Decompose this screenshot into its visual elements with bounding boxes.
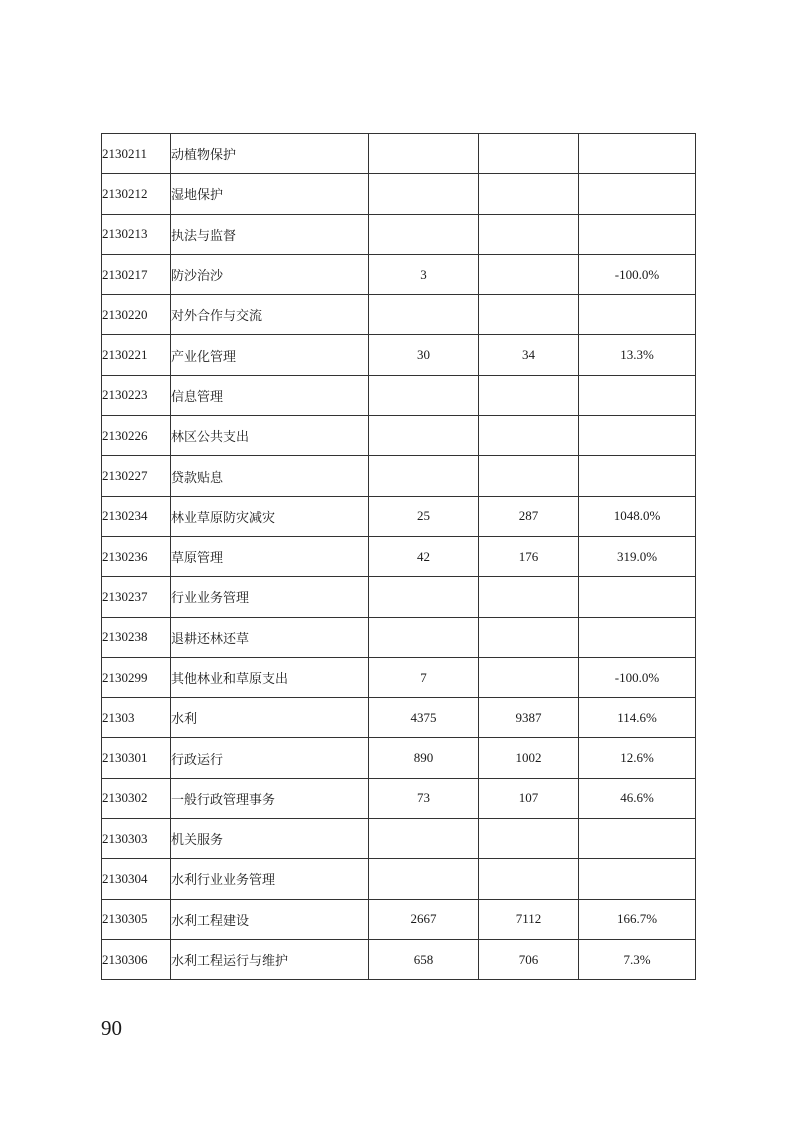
change-pct-cell — [579, 416, 696, 456]
name-cell: 机关服务 — [171, 819, 369, 859]
value-1-cell: 30 — [369, 335, 479, 375]
name-cell: 退耕还林还草 — [171, 617, 369, 657]
change-pct-cell: 7.3% — [579, 939, 696, 979]
value-1-cell — [369, 617, 479, 657]
change-pct-cell: 319.0% — [579, 536, 696, 576]
table-row — [102, 254, 696, 294]
change-pct-cell: 166.7% — [579, 899, 696, 939]
value-1-cell — [369, 375, 479, 415]
table-row — [102, 174, 696, 214]
value-1-cell: 7 — [369, 657, 479, 697]
code-cell: 2130213 — [102, 214, 171, 254]
name-cell: 防沙治沙 — [171, 254, 369, 294]
name-cell: 行业业务管理 — [171, 577, 369, 617]
code-cell: 2130303 — [102, 819, 171, 859]
name-cell: 湿地保护 — [171, 174, 369, 214]
change-pct-cell: 12.6% — [579, 738, 696, 778]
table-row — [102, 859, 696, 899]
value-1-cell — [369, 456, 479, 496]
page-number: 90 — [101, 1016, 122, 1040]
code-cell: 21303 — [102, 698, 171, 738]
value-2-cell: 287 — [479, 496, 579, 536]
table-row — [102, 698, 696, 738]
change-pct-cell — [579, 577, 696, 617]
change-pct-cell: -100.0% — [579, 254, 696, 294]
value-2-cell — [479, 254, 579, 294]
value-2-cell: 9387 — [479, 698, 579, 738]
change-pct-cell — [579, 617, 696, 657]
table-body — [102, 134, 696, 980]
code-cell: 2130237 — [102, 577, 171, 617]
change-pct-cell — [579, 859, 696, 899]
code-cell: 2130234 — [102, 496, 171, 536]
value-2-cell — [479, 617, 579, 657]
code-cell: 2130212 — [102, 174, 171, 214]
name-cell: 其他林业和草原支出 — [171, 657, 369, 697]
value-1-cell — [369, 819, 479, 859]
name-cell: 水利工程运行与维护 — [171, 939, 369, 979]
budget-table — [101, 133, 696, 980]
name-cell: 水利行业业务管理 — [171, 859, 369, 899]
value-2-cell — [479, 295, 579, 335]
code-cell: 2130299 — [102, 657, 171, 697]
value-2-cell — [479, 174, 579, 214]
value-1-cell — [369, 859, 479, 899]
table-row — [102, 738, 696, 778]
value-2-cell: 1002 — [479, 738, 579, 778]
table-row — [102, 778, 696, 818]
name-cell: 林业草原防灾减灾 — [171, 496, 369, 536]
table-row — [102, 536, 696, 576]
name-cell: 行政运行 — [171, 738, 369, 778]
change-pct-cell — [579, 295, 696, 335]
value-2-cell — [479, 859, 579, 899]
table-row — [102, 375, 696, 415]
name-cell: 一般行政管理事务 — [171, 778, 369, 818]
change-pct-cell: 46.6% — [579, 778, 696, 818]
value-2-cell — [479, 134, 579, 174]
value-2-cell — [479, 214, 579, 254]
value-1-cell — [369, 577, 479, 617]
code-cell: 2130221 — [102, 335, 171, 375]
code-cell: 2130304 — [102, 859, 171, 899]
name-cell: 草原管理 — [171, 536, 369, 576]
value-2-cell: 706 — [479, 939, 579, 979]
table-row — [102, 456, 696, 496]
value-1-cell: 3 — [369, 254, 479, 294]
value-2-cell — [479, 456, 579, 496]
table-row — [102, 496, 696, 536]
code-cell: 2130305 — [102, 899, 171, 939]
value-2-cell: 34 — [479, 335, 579, 375]
change-pct-cell — [579, 819, 696, 859]
change-pct-cell — [579, 214, 696, 254]
name-cell: 执法与监督 — [171, 214, 369, 254]
code-cell: 2130302 — [102, 778, 171, 818]
code-cell: 2130227 — [102, 456, 171, 496]
change-pct-cell — [579, 134, 696, 174]
table-row — [102, 416, 696, 456]
table-row — [102, 939, 696, 979]
change-pct-cell — [579, 174, 696, 214]
value-1-cell: 4375 — [369, 698, 479, 738]
value-2-cell: 176 — [479, 536, 579, 576]
code-cell: 2130217 — [102, 254, 171, 294]
value-2-cell — [479, 657, 579, 697]
value-2-cell — [479, 819, 579, 859]
table-row — [102, 617, 696, 657]
table-row — [102, 335, 696, 375]
change-pct-cell — [579, 375, 696, 415]
code-cell: 2130226 — [102, 416, 171, 456]
table-row — [102, 819, 696, 859]
value-1-cell: 890 — [369, 738, 479, 778]
value-1-cell — [369, 174, 479, 214]
value-2-cell — [479, 416, 579, 456]
change-pct-cell: 114.6% — [579, 698, 696, 738]
table-row — [102, 214, 696, 254]
name-cell: 贷款贴息 — [171, 456, 369, 496]
value-1-cell — [369, 416, 479, 456]
change-pct-cell — [579, 456, 696, 496]
name-cell: 对外合作与交流 — [171, 295, 369, 335]
value-1-cell: 2667 — [369, 899, 479, 939]
table-row — [102, 899, 696, 939]
name-cell: 产业化管理 — [171, 335, 369, 375]
change-pct-cell: -100.0% — [579, 657, 696, 697]
table-row — [102, 577, 696, 617]
code-cell: 2130306 — [102, 939, 171, 979]
value-1-cell: 25 — [369, 496, 479, 536]
value-2-cell: 107 — [479, 778, 579, 818]
change-pct-cell: 13.3% — [579, 335, 696, 375]
code-cell: 2130220 — [102, 295, 171, 335]
code-cell: 2130223 — [102, 375, 171, 415]
value-1-cell — [369, 295, 479, 335]
value-1-cell — [369, 134, 479, 174]
value-1-cell — [369, 214, 479, 254]
code-cell: 2130211 — [102, 134, 171, 174]
value-1-cell: 42 — [369, 536, 479, 576]
table-row — [102, 134, 696, 174]
name-cell: 林区公共支出 — [171, 416, 369, 456]
value-2-cell — [479, 577, 579, 617]
name-cell: 水利工程建设 — [171, 899, 369, 939]
table-row — [102, 657, 696, 697]
name-cell: 信息管理 — [171, 375, 369, 415]
value-1-cell: 658 — [369, 939, 479, 979]
code-cell: 2130301 — [102, 738, 171, 778]
change-pct-cell: 1048.0% — [579, 496, 696, 536]
value-1-cell: 73 — [369, 778, 479, 818]
value-2-cell: 7112 — [479, 899, 579, 939]
name-cell: 水利 — [171, 698, 369, 738]
code-cell: 2130236 — [102, 536, 171, 576]
value-2-cell — [479, 375, 579, 415]
table-row — [102, 295, 696, 335]
name-cell: 动植物保护 — [171, 134, 369, 174]
code-cell: 2130238 — [102, 617, 171, 657]
